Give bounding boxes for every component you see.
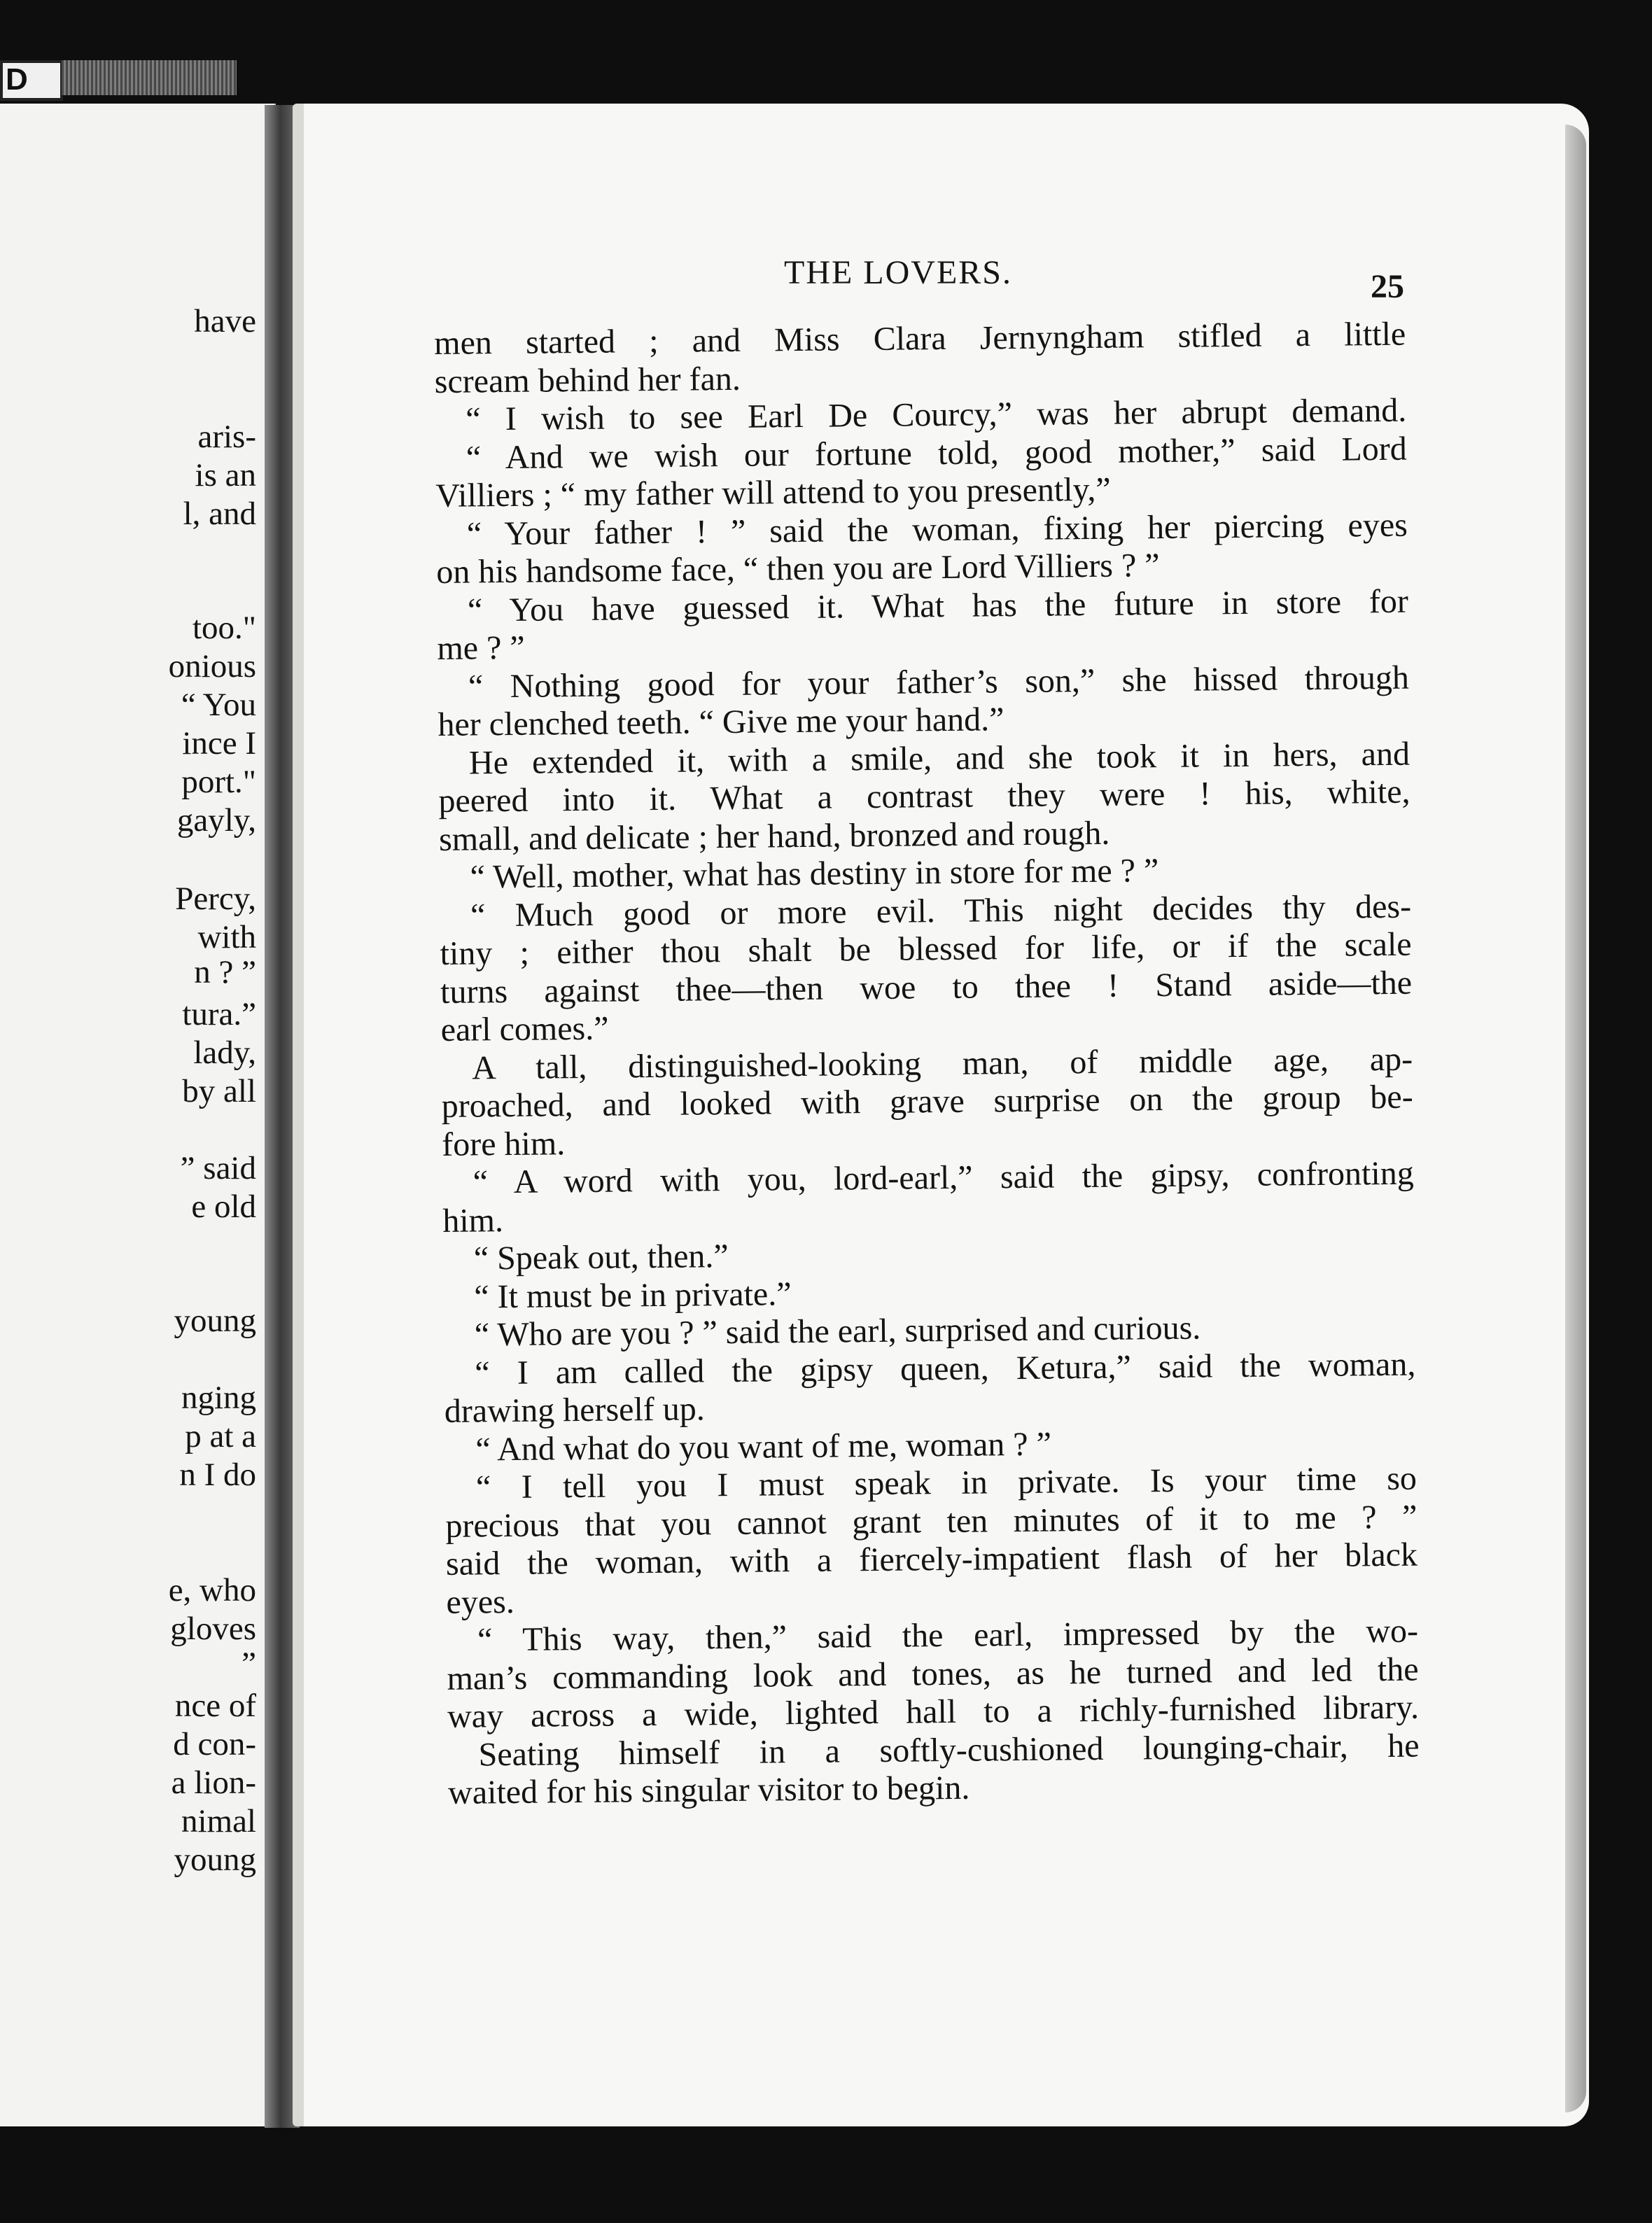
left-page-line: ” [241,1646,256,1682]
text-line: “ And we wish our fortune told, good mother,” said Lord [465,430,1408,477]
text-line: peered into it. What a contrast they were ! his, white, [438,773,1410,820]
corner-label: D [0,60,63,101]
text-line: said the woman, with a fiercely-impatient flash of her black [445,1536,1418,1583]
left-page-line: nce of [174,1688,256,1724]
text-line: eyes. [446,1583,515,1621]
text-line: “ Your father ! ” said the woman, fixing her piercing eyes [466,506,1408,553]
text-line: Seating himself in a softly-cushioned lounging-chair, he [478,1727,1420,1773]
left-page-line: aris- [197,419,256,455]
text-line: man’s commanding look and tones, as he turned and led the [447,1650,1419,1697]
text-line: “ I wish to see Earl De Courcy,” was her abrupt demand. [465,391,1407,438]
text-line: on his handsome face, “ then you are Lord Villiers ? ” [436,547,1160,591]
left-page-line: too." [192,610,256,646]
text-line: me ? ” [437,629,525,667]
left-page-line: n I do [179,1457,256,1493]
text-line: turns against thee—then woe to thee ! Stand aside—the [440,964,1413,1011]
left-page-line: gayly, [176,802,256,839]
text-line: A tall, distinguished-looking man, of middle age, ap- [471,1040,1413,1087]
left-page-line: e old [191,1188,256,1225]
left-page-line: a lion- [171,1765,256,1801]
left-page-line: ince I [182,725,256,762]
left-page-line: have [194,303,256,339]
binding-cloth [62,60,237,95]
text-line: “ Who are you ? ” said the earl, surprised and curious. [474,1309,1201,1354]
page-edge [1565,125,1586,2112]
text-line: “ Nothing good for your father’s son,” she hissed through [468,659,1410,706]
left-page-line: port." [181,764,256,800]
left-page-line: young [174,1842,256,1878]
body-text [434,316,1420,1813]
text-line: drawing herself up. [444,1390,706,1430]
text-line: “ And what do you want of me, woman ? ” [475,1425,1052,1468]
text-line: “ I am called the gipsy queen, Ketura,” said the woman, [475,1345,1416,1392]
left-page-line: is an [195,457,256,493]
text-line: scream behind her fan. [434,360,741,400]
text-line: “ Speak out, then.” [473,1237,729,1277]
left-page-line: tura.” [182,996,256,1032]
text-line: “ You have guessed it. What has the future in store for [467,582,1409,629]
left-page-line: nging [181,1380,256,1416]
text-line: way across a wide, lighted hall to a richly-furnished library. [447,1688,1420,1735]
left-page-line: young [174,1303,256,1339]
left-page-line: with [197,919,256,955]
left-page-line: lady, [193,1035,256,1071]
text-line: “ A word with you, lord-earl,” said the gipsy, confronting [472,1154,1414,1201]
text-line: “ Well, mother, what has destiny in store for me ? ” [470,852,1159,896]
text-line: earl comes.” [440,1009,609,1049]
left-page-line: p at a [185,1418,256,1454]
left-page [0,104,276,2126]
left-page-line: nimal [181,1803,256,1839]
text-line: Villiers ; “ my father will attend to you presently,” [435,470,1111,514]
text-line: tiny ; either thou shalt be blessed for life, or if the scale [440,925,1412,972]
left-page-line: l, and [183,496,256,532]
text-line: “ Much good or more evil. This night decides thy des- [470,888,1412,934]
left-page-line: e, who [168,1572,256,1608]
text-line: men started ; and Miss Clara Jernyngham stifled a little [434,315,1406,362]
text-line: small, and delicate ; her hand, bronzed and rough. [438,814,1110,858]
text-line: “ This way, then,” said the earl, impressed by the wo- [477,1612,1419,1659]
left-page-line: n ? ” [194,954,256,990]
text-line: proached, and looked with grave surprise on the group be- [441,1078,1413,1125]
text-line: her clenched teeth. “ Give me your hand.” [438,701,1004,743]
text-line: fore him. [441,1124,566,1163]
running-head: THE LOVERS. [784,254,1012,291]
left-page-line: gloves [170,1611,256,1647]
left-page-line: d con- [173,1726,256,1762]
text-line: “ It must be in private.” [474,1275,792,1316]
left-page-line: “ You [181,687,256,723]
text-line: him. [442,1201,504,1240]
left-page-line: onious [168,648,256,685]
text-line: precious that you cannot grant ten minutes of it to me ? ” [445,1498,1418,1545]
left-page-line: Percy, [175,881,256,917]
left-page-line: ” said [180,1150,256,1186]
text-line: He extended it, with a smile, and she took it in hers, and [468,735,1410,782]
left-page-line: by all [182,1073,256,1109]
text-line: “ I tell you I must speak in private. Is your time so [475,1459,1418,1506]
page-number: 25 [1371,268,1404,305]
text-line: waited for his singular visitor to begin. [447,1769,970,1811]
